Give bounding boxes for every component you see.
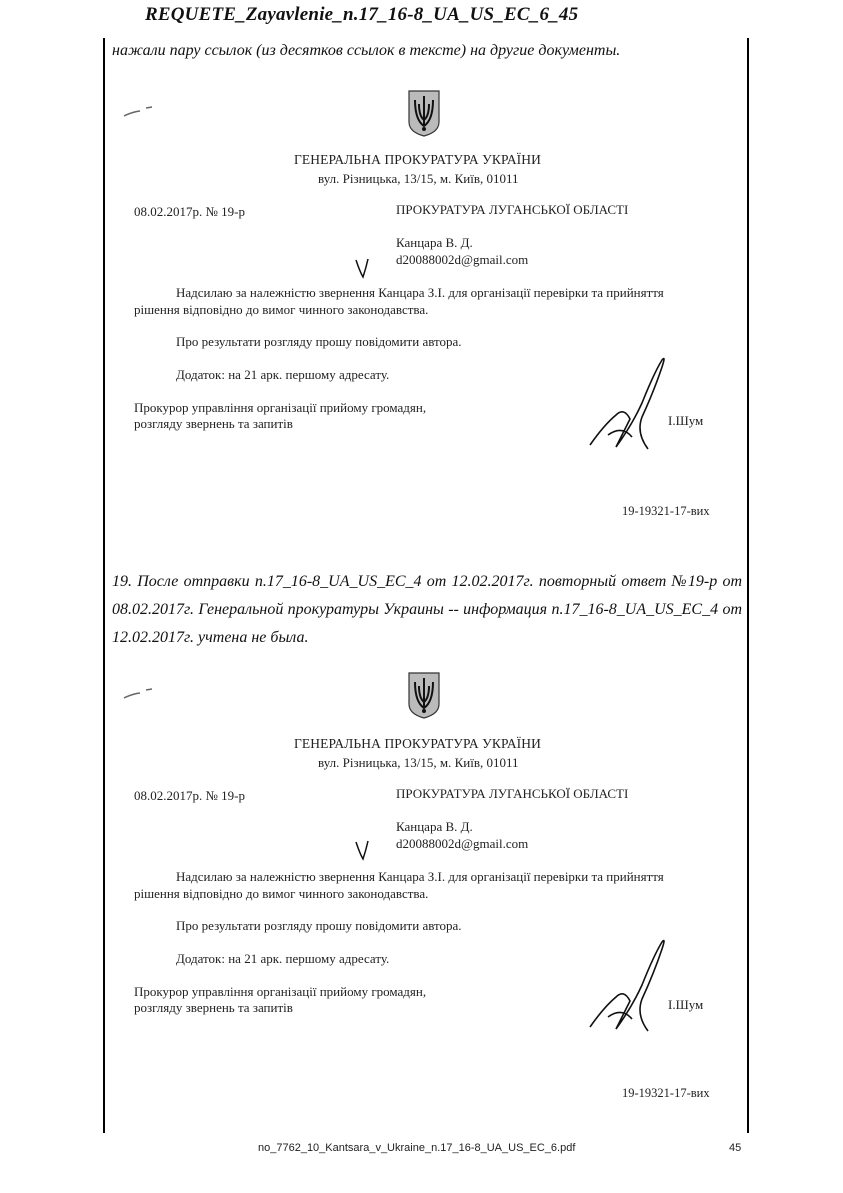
attachment-text: Додаток: на 21 арк. першому адресату.: [176, 367, 390, 382]
recipient-organization: ПРОКУРАТУРА ЛУГАНСЬКОЇ ОБЛАСТІ: [396, 786, 629, 801]
body-text-line: рішення відповідно до вимог чинного законодавства.: [134, 302, 429, 317]
request-text: Про результати розгляду прошу повідомити автора.: [176, 918, 462, 933]
recipient-email: d20088002d@gmail.com: [396, 836, 529, 851]
trident-emblem-icon: [406, 670, 442, 720]
scan-mark: [122, 684, 162, 704]
left-margin-line: [103, 38, 105, 1133]
recipient-organization: ПРОКУРАТУРА ЛУГАНСЬКОЇ ОБЛАСТІ: [396, 202, 629, 217]
scan-mark: [122, 102, 162, 122]
org-address: вул. Різницька, 13/15, м. Київ, 01011: [318, 171, 519, 186]
page-number: 45: [729, 1142, 742, 1154]
date-reference: 08.02.2017р. № 19-р: [134, 204, 245, 219]
signatory-name: І.Шум: [668, 997, 704, 1012]
signatory-position: розгляду звернень та запитів: [134, 1000, 293, 1015]
recipient-email: d20088002d@gmail.com: [396, 252, 529, 267]
request-text: Про результати розгляду прошу повідомити автора.: [176, 334, 462, 349]
paragraph-19: 19. После отправки n.17_16-8_UA_US_EC_4 от 12.02.2017г. повторный ответ №19-р от 08.02.2017г. Генеральной прокуратуры Украины -- информация n.17_16-8_UA_US_EC_4 от 12.02.2017г. учтена не была.: [112, 573, 742, 646]
intro-text: нажали пару ссылок (из десятков ссылок в тексте) на другие документы.: [112, 42, 621, 59]
recipient-name: Канцара В. Д.: [396, 819, 473, 834]
signatory-name: І.Шум: [668, 413, 704, 428]
org-address: вул. Різницька, 13/15, м. Київ, 01011: [318, 755, 519, 770]
attachment-text: Додаток: на 21 арк. першому адресату.: [176, 951, 390, 966]
trident-emblem-icon: [406, 88, 442, 138]
check-mark: [354, 840, 374, 862]
signatory-position: Прокурор управління організації прийому громадян,: [134, 984, 427, 999]
outgoing-number: 19-19321-17-вих: [622, 1086, 710, 1100]
signatory-position: розгляду звернень та запитів: [134, 416, 293, 431]
scanned-letter: [112, 662, 742, 1100]
right-margin-line: [747, 38, 749, 1133]
handwritten-signature: [582, 937, 672, 1047]
org-name: ГЕНЕРАЛЬНА ПРОКУРАТУРА УКРАЇНИ: [294, 152, 541, 167]
scanned-letter: [112, 80, 742, 518]
check-mark: [354, 258, 374, 280]
outgoing-number: 19-19321-17-вих: [622, 504, 710, 518]
date-reference: 08.02.2017р. № 19-р: [134, 788, 245, 803]
handwritten-signature: [582, 355, 672, 465]
document-title: REQUETE_Zayavlenie_n.17_16-8_UA_US_EC_6_45: [145, 4, 579, 25]
body-text-line: Надсилаю за належністю звернення Канцара З.І. для організації перевірки та прийняття: [176, 285, 664, 300]
body-text-line: рішення відповідно до вимог чинного законодавства.: [134, 886, 429, 901]
footer-filename: no_7762_10_Kantsara_v_Ukraine_n.17_16-8_UA_US_EC_6.pdf: [258, 1142, 576, 1154]
body-text-line: Надсилаю за належністю звернення Канцара З.І. для організації перевірки та прийняття: [176, 869, 664, 884]
signatory-position: Прокурор управління організації прийому громадян,: [134, 400, 427, 415]
org-name: ГЕНЕРАЛЬНА ПРОКУРАТУРА УКРАЇНИ: [294, 736, 541, 751]
recipient-name: Канцара В. Д.: [396, 235, 473, 250]
